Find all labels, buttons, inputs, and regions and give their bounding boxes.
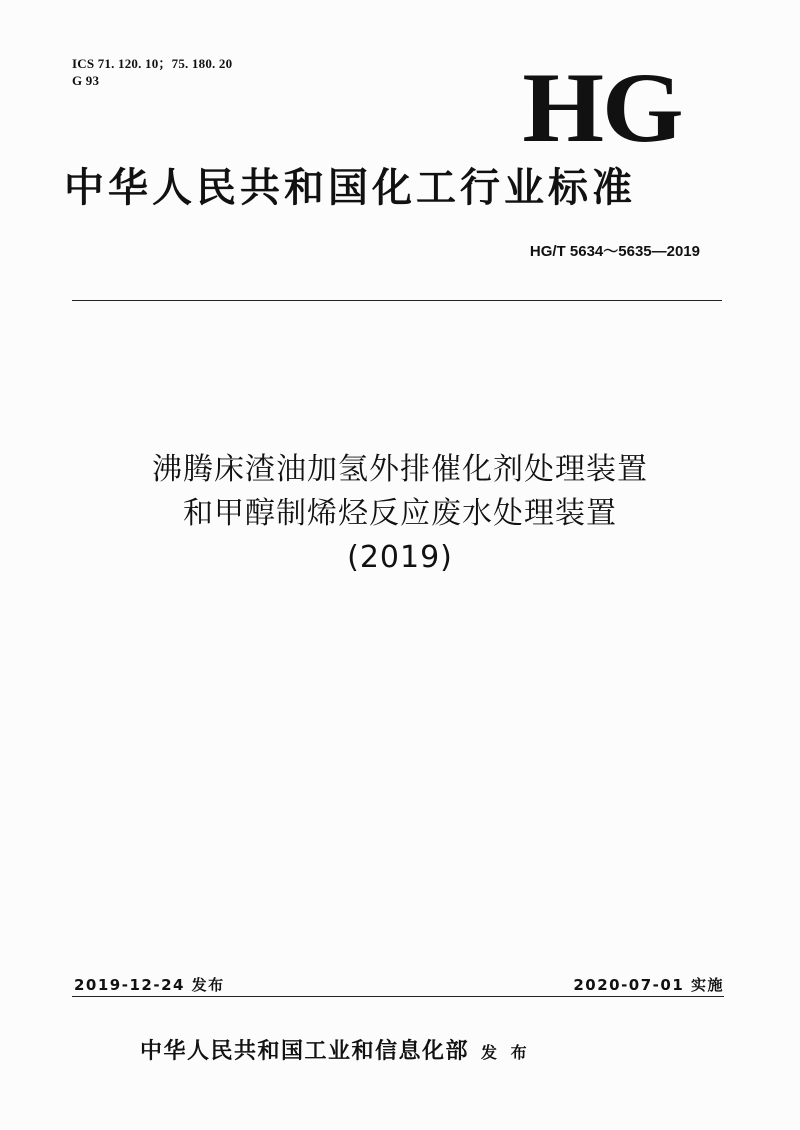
classification-codes [72,55,232,89]
publisher-line [140,1038,700,1067]
dates-row [72,975,724,995]
bottom-divider [72,996,724,997]
issue-date: 2019-12-24 发布 [74,976,225,994]
title-line-2: 和甲醇制烯烃反应废水处理装置 [183,496,617,531]
title-line-1: 沸腾床渣油加氢外排催化剂处理装置 [152,452,648,487]
implementation-date: 2020-07-01 实施 [573,976,724,994]
document-title [60,448,740,580]
publisher-name: 中华人民共和国工业和信息化部 [140,1039,470,1064]
top-divider [72,300,722,301]
ics-code: ICS 71. 120. 10；75. 180. 20 [72,56,233,71]
ccs-code: G 93 [72,73,100,88]
hg-logo: HG [522,52,682,163]
title-line-3: (2019) [347,540,453,575]
standard-type-heading: 中华人民共和国化工行业标准 [64,165,636,211]
publish-action: 发 布 [481,1043,531,1062]
standard-number: HG/T 5634～5635—2019 [529,243,700,260]
